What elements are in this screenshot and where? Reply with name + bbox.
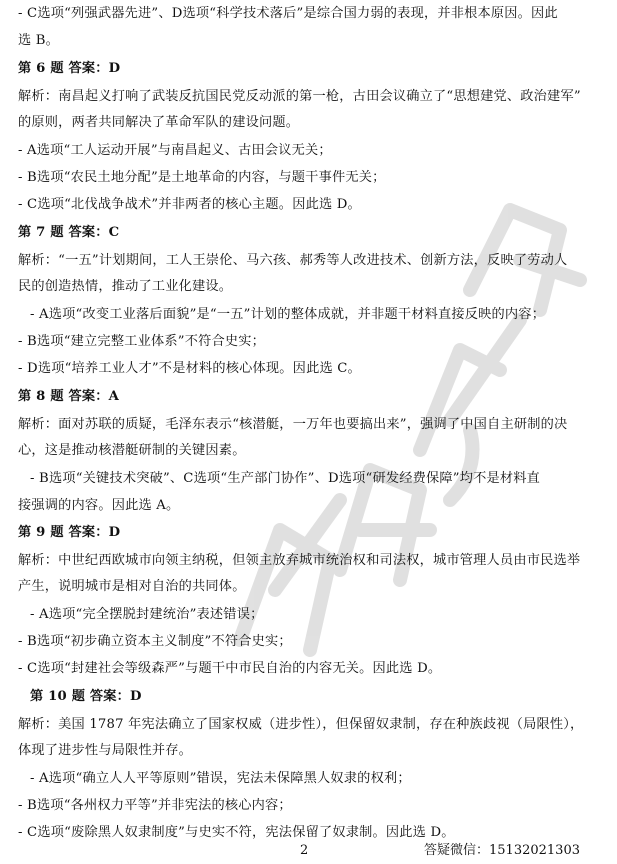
question-10-option-b: - B选项“各州权力平等”并非宪法的核心内容；: [18, 798, 292, 813]
question-6-analysis-1: 解析：南昌起义打响了武装反抗国民党反动派的第一枪，古田会议确立了“思想建党、政治建军”: [18, 89, 581, 104]
question-9-option-c: - C选项“封建社会等级森严”与题干中市民自治的内容无关。因此选 D。: [18, 661, 442, 676]
question-10-analysis-1: 解析：美国 1787 年宪法确立了国家权威（进步性），但保留奴隶制，存在种族歧视（局限性），: [18, 717, 584, 732]
question-7-heading: 第 7 题 答案：C: [18, 225, 120, 240]
question-6-analysis-2: 的原则，两者共同解决了革命军队的建设问题。: [18, 115, 300, 130]
text-line-2: 选 B。: [18, 33, 60, 48]
question-7-option-d: - D选项“培养工业人才”不是材料的核心体现。因此选 C。: [18, 361, 361, 376]
question-9-analysis-1: 解析：中世纪西欧城市向领主纳税，但领主放弃城市统治权和司法权，城市管理人员由市民选举: [18, 553, 581, 568]
question-6-option-b: - B选项“农民土地分配”是土地革命的内容，与题干事件无关；: [18, 170, 386, 185]
question-8-analysis-2: 心，这是推动核潜艇研制的关键因素。: [18, 443, 246, 458]
question-8-heading: 第 8 题 答案：A: [18, 389, 120, 404]
page-number: 2: [300, 843, 309, 858]
question-7-analysis-1: 解析：“一五”计划期间，工人王崇伦、马六孩、郝秀等人改进技术、创新方法，反映了劳动人: [18, 253, 568, 268]
question-8-options-2: 接强调的内容。因此选 A。: [18, 498, 180, 513]
question-10-heading: 第 10 题 答案：D: [30, 689, 142, 704]
question-9-analysis-2: 产生，说明城市是相对自治的共同体。: [18, 579, 246, 594]
question-7-option-a: - A选项“改变工业落后面貌”是“一五”计划的整体成就，并非题干材料直接反映的内容；: [30, 307, 546, 322]
question-6-option-a: - A选项“工人运动开展”与南昌起义、古田会议无关；: [18, 143, 332, 158]
question-6-heading: 第 6 题 答案：D: [18, 61, 121, 76]
footer-contact: 答疑微信：15132021303: [424, 843, 580, 858]
question-10-analysis-2: 体现了进步性与局限性并存。: [18, 743, 193, 758]
question-8-analysis-1: 解析：面对苏联的质疑，毛泽东表示“核潜艇，一万年也要搞出来”，强调了中国自主研制的决: [18, 417, 568, 432]
question-10-option-c: - C选项“废除黑人奴隶制度”与史实不符，宪法保留了奴隶制。因此选 D。: [18, 825, 455, 840]
text-line-1: - C选项“列强武器先进”、D选项“科学技术落后”是综合国力弱的表现，并非根本原因。因此: [18, 6, 558, 21]
question-9-option-a: - A选项“完全摆脱封建统治”表述错误；: [30, 607, 264, 622]
question-9-option-b: - B选项“初步确立资本主义制度”不符合史实；: [18, 634, 292, 649]
question-8-options-1: - B选项“关键技术突破”、C选项“生产部门协作”、D选项“研发经费保障”均不是材料直: [30, 471, 541, 486]
question-9-heading: 第 9 题 答案：D: [18, 525, 121, 540]
question-7-option-b: - B选项“建立完整工业体系”不符合史实；: [18, 334, 266, 349]
question-7-analysis-2: 民的创造热情，推动了工业化建设。: [18, 279, 233, 294]
question-6-option-c: - C选项“北伐战争战术”并非两者的核心主题。因此选 D。: [18, 197, 361, 212]
question-10-option-a: - A选项“确立人人平等原则”错误，宪法未保障黑人奴隶的权利；: [30, 771, 411, 786]
